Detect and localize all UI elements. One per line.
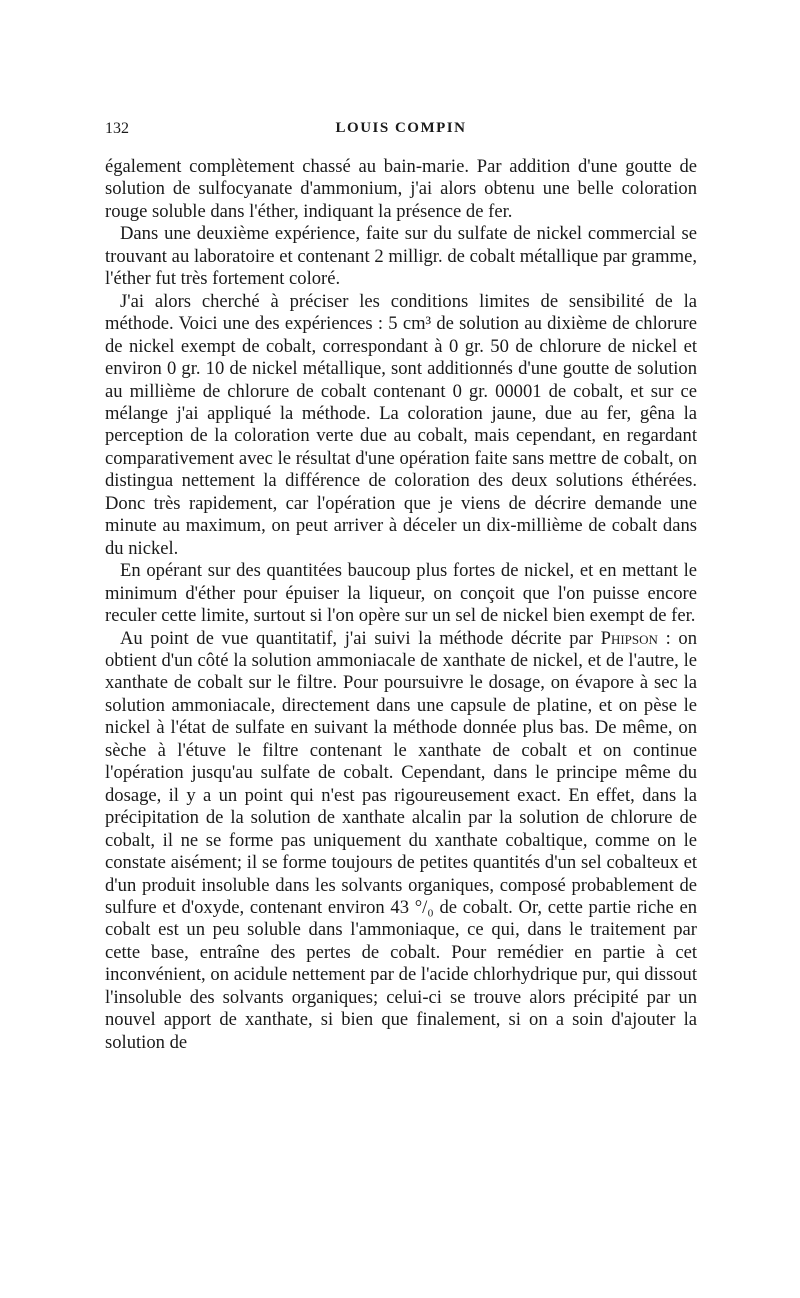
paragraph-rest: : on obtient d'un côté la solution ammoniacale de xanthate de nickel, et de l'autre, le xanthate de cobalt sur le filtre. Pour poursuivre le dosage, on évapore à sec la solution ammoniacale, directement dans une capsule de platine, et on pèse le nickel à l'état de sulfate en suivant la méthode donnée plus bas. De même, on sèche à l'étuve le filtre contenant le xanthate de cobalt et on continue l'opération jusqu'au sulfate de cobalt. Cependant, dans le principe même du dosage, il y a un point qui n'est pas rigoureusement exact. En effet, dans la précipitation de la solution de xanthate alcalin par la solution de chlorure de cobalt, il ne se forme pas uniquement du xanthate cobaltique, comme on le constate aisément; il se forme toujours de petites quantités d'un sel cobalteux et d'un produit insoluble dans les solvants organiques, composé probablement de sulfure et d'oxyde, contenant environ 43 °/₀ de cobalt. Or, cette partie riche en cobalt est un peu soluble dans l'ammoniaque, ce qui, dans le traitement par cette base, entraîne des pertes de cobalt. Pour remédier en partie à cet inconvénient, on acidule nettement par de l'acide chlorhydrique pur, qui dissout l'insoluble des solvants organiques; celui-ci se trouve alors précipité par un nouvel apport de xanthate, si bien que finalement, si on a soin d'ajouter la solution de (105, 627, 697, 1053)
paragraph-stronger-quantities: En opérant sur des quantitées baucoup plus fortes de nickel, et en mettant le minimum d'éther pour épuiser la liqueur, on conçoit que l'on puisse encore reculer cette limite, surtout si l'on opère sur un sel de nickel bien exempt de fer. (105, 560, 697, 627)
page-header (105, 116, 697, 142)
paragraph-sensitivity: J'ai alors cherché à préciser les conditions limites de sensibilité de la méthode. Voici une des expériences : 5 cm³ de solution au dixième de chlorure de nickel exempt de cobalt, correspondant à 0 gr. 50 de chlorure de nickel et environ 0 gr. 10 de nickel métallique, sont additionnés d'une goutte de solution au millième de chlorure de cobalt contenant 0 gr. 00001 de cobalt, et sur ce mélange j'ai appliqué la méthode. La coloration jaune, due au fer, gêna la perception de la coloration verte due au cobalt, mais cependant, en regardant comparativement avec le résultat d'une opération faite sans mettre de cobalt, on distingua nettement la différence de coloration des deux solutions éthérées. Donc très rapidement, car l'opération que je viens de décrire demande une minute au maximum, on peut arriver à déceler un dix-millième de cobalt dans du nickel. (105, 290, 697, 559)
body-text (105, 156, 697, 1054)
paragraph-lead: Au point de vue quantitatif, j'ai suivi la méthode décrite par (120, 627, 601, 649)
paragraph-quantitative (105, 628, 697, 1055)
author-name: Phipson (600, 627, 658, 649)
paragraph-continued: également complètement chassé au bain-marie. Par addition d'une goutte de solution de sulfocyanate d'ammonium, j'ai alors obtenu une belle coloration rouge soluble dans l'éther, indiquant la présence de fer. (105, 156, 697, 222)
paragraph-second-experiment: Dans une deuxième expérience, faite sur du sulfate de nickel commercial se trouvant au laboratoire et contenant 2 milligr. de cobalt métallique par gramme, l'éther fut très fortement coloré. (105, 223, 697, 290)
page-number: 132 (105, 120, 129, 137)
running-head: LOUIS COMPIN (335, 120, 467, 136)
